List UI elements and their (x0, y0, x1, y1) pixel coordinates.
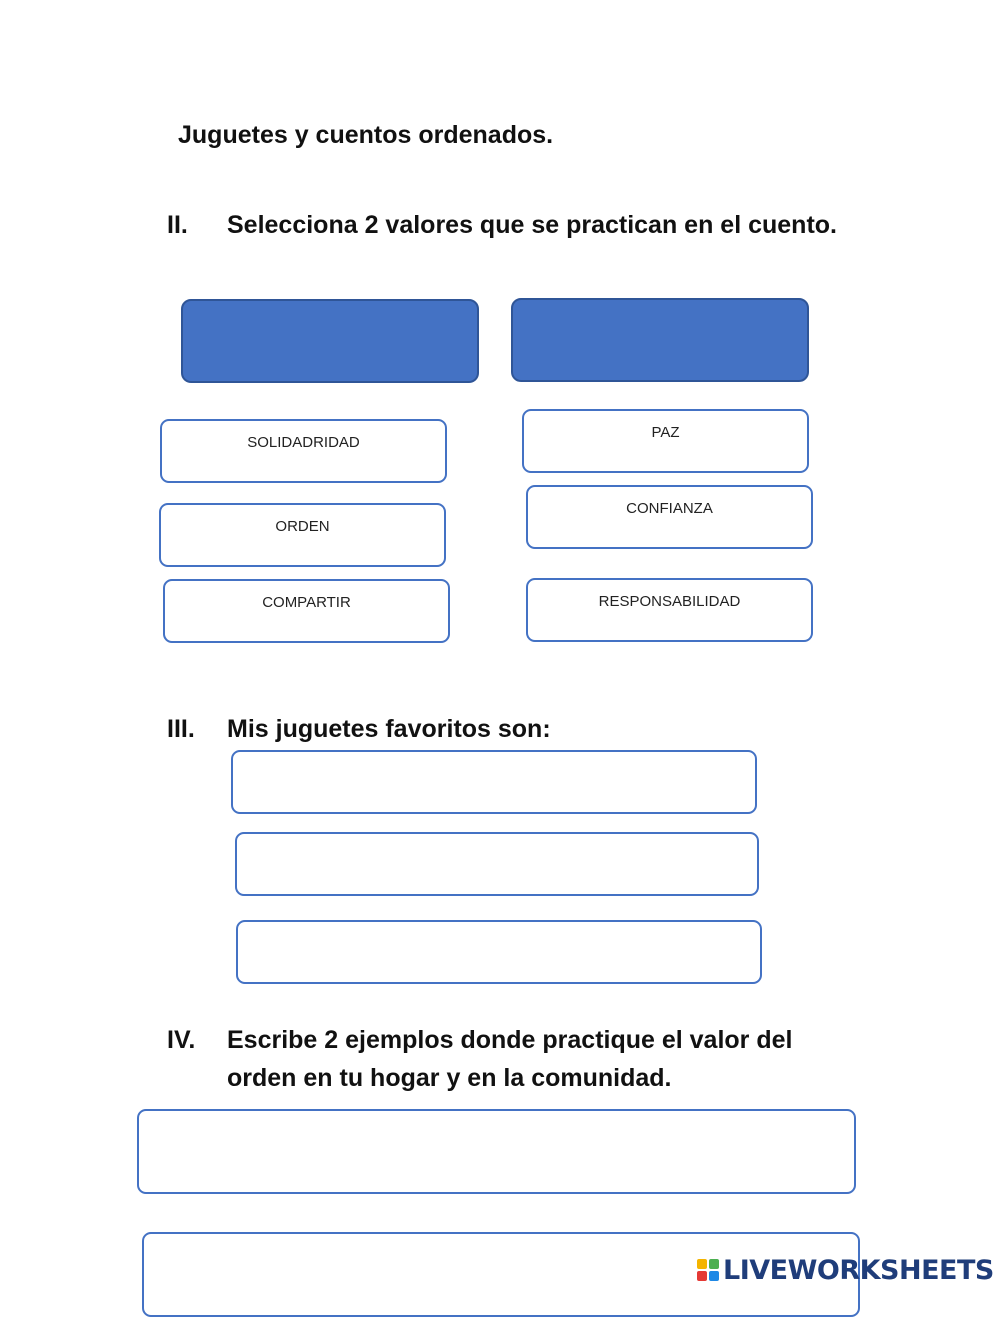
option-label: RESPONSABILIDAD (598, 593, 741, 610)
favorite-toy-field-1[interactable] (231, 750, 757, 814)
section-3-prompt: Mis juguetes favoritos son: (227, 715, 551, 743)
logo-text: LIVEWORKSHEETS (723, 1254, 994, 1286)
section-4-prompt-line-2: orden en tu hogar y en la comunidad. (227, 1064, 672, 1092)
option-orden[interactable] (159, 503, 446, 567)
example-field-1[interactable] (137, 1109, 856, 1194)
option-label: CONFIANZA (626, 500, 713, 517)
favorite-toy-field-3[interactable] (236, 920, 762, 984)
page-title: Juguetes y cuentos ordenados. (178, 121, 554, 149)
section-4-prompt-line-1: Escribe 2 ejemplos donde practique el valor del (227, 1026, 793, 1054)
favorite-toy-input-3[interactable] (238, 922, 760, 982)
option-confianza[interactable] (526, 485, 813, 549)
answer-drop-zone-1[interactable] (181, 299, 479, 383)
option-solidaridad[interactable] (160, 419, 447, 483)
example-input-1[interactable] (139, 1111, 854, 1192)
option-label: COMPARTIR (262, 594, 351, 611)
section-4-number: IV. (167, 1026, 196, 1054)
option-label: PAZ (651, 424, 680, 441)
answer-drop-zone-2[interactable] (511, 298, 809, 382)
section-2-prompt: Selecciona 2 valores que se practican en el cuento. (227, 211, 837, 239)
option-label: SOLIDADRIDAD (247, 434, 360, 451)
section-4-heading (167, 1021, 967, 1101)
favorite-toy-input-1[interactable] (233, 752, 755, 812)
favorite-toy-field-2[interactable] (235, 832, 759, 896)
section-3-number: III. (167, 715, 195, 743)
option-responsabilidad[interactable] (526, 578, 813, 642)
option-compartir[interactable] (163, 579, 450, 643)
liveworksheets-logo (697, 1253, 994, 1287)
section-2-number: II. (167, 211, 188, 239)
option-label: ORDEN (275, 518, 330, 535)
option-paz[interactable] (522, 409, 809, 473)
favorite-toy-input-2[interactable] (237, 834, 757, 894)
liveworksheets-logo-icon (697, 1259, 719, 1281)
